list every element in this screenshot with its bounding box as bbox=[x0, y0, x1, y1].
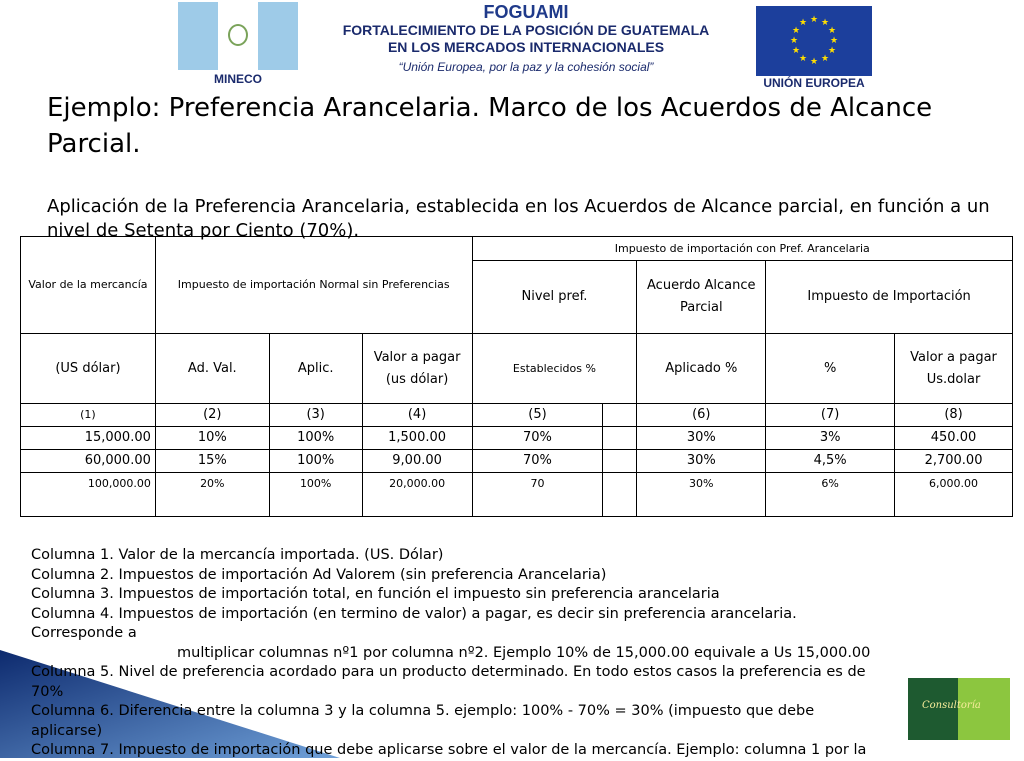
col-num-6: (6) bbox=[637, 404, 766, 427]
svg-text:★: ★ bbox=[827, 46, 837, 56]
program-line-1: FORTALECIMIENTO DE LA POSICIÓN DE GUATEMALA bbox=[342, 22, 710, 38]
mineco-label: MINECO bbox=[214, 72, 262, 86]
note-line: Columna 5. Nivel de preferencia acordado para un producto determinado. En todo estos casos la preferencia es de bbox=[31, 664, 866, 680]
table-row bbox=[21, 450, 1013, 473]
cell-adval: 20% bbox=[155, 473, 269, 517]
subheader-adval: Ad. Val. bbox=[155, 334, 269, 404]
note-line: aplicarse) bbox=[31, 722, 103, 739]
note-line: Columna 7. Impuesto de importación que debe aplicarse sobre el valor de la mercancía. Ejemplo: columna 1 por la bbox=[31, 742, 867, 758]
cell-valor: 15,000.00 bbox=[21, 427, 156, 450]
column-number-row bbox=[21, 404, 1013, 427]
svg-text:★: ★ bbox=[827, 26, 837, 36]
cell-valor-final: 2,700.00 bbox=[895, 450, 1013, 473]
note-line: 70% bbox=[31, 683, 64, 700]
subheader-aplic: Aplic. bbox=[269, 334, 362, 404]
tariff-table bbox=[20, 236, 1013, 517]
program-line-2: EN LOS MERCADOS INTERNACIONALES bbox=[387, 39, 665, 55]
cell-pct: 6% bbox=[766, 473, 895, 517]
cell-aplicado: 30% bbox=[637, 450, 766, 473]
header-pref-group: Impuesto de importación con Pref. Arancelaria bbox=[472, 237, 1012, 261]
table-row bbox=[21, 427, 1013, 450]
header-valor: Valor de la mercancía bbox=[21, 237, 156, 334]
svg-text:★: ★ bbox=[820, 18, 830, 28]
note-line: Columna 3. Impuestos de importación total, en función el impuesto sin preferencia arancelaria bbox=[31, 586, 720, 602]
subheader-establecidos: Establecidos % bbox=[472, 334, 637, 404]
cell-aplicado: 30% bbox=[637, 473, 766, 517]
eu-flag-logo bbox=[756, 6, 872, 76]
svg-text:★: ★ bbox=[820, 54, 830, 64]
program-name: FOGUAMI bbox=[483, 2, 569, 22]
empty-cell bbox=[603, 473, 637, 517]
svg-text:★: ★ bbox=[798, 18, 808, 28]
cell-pct: 3% bbox=[766, 427, 895, 450]
guatemala-flag-logo bbox=[178, 2, 298, 70]
col-num-5: (5) bbox=[472, 404, 603, 427]
slide-title: Ejemplo: Preferencia Arancelaria. Marco de los Acuerdos de Alcance Parcial. bbox=[47, 93, 933, 159]
note-line: Columna 2. Impuestos de importación Ad Valorem (sin preferencia Arancelaria) bbox=[31, 566, 607, 583]
column-notes bbox=[31, 546, 1006, 761]
note-line: Columna 1. Valor de la mercancía importada. (US. Dólar) bbox=[31, 547, 444, 563]
subheader-usd: (US dólar) bbox=[21, 334, 156, 404]
svg-text:★: ★ bbox=[789, 36, 799, 46]
svg-text:★: ★ bbox=[809, 15, 819, 25]
cell-valor-final: 6,000.00 bbox=[895, 473, 1013, 517]
col-num-7: (7) bbox=[766, 404, 895, 427]
cell-valor-pagar: 1,500.00 bbox=[362, 427, 472, 450]
note-line: Columna 6. Diferencia entre la columna 3 y la columna 5. ejemplo: 100% - 70% = 30% (impuesto que debe bbox=[31, 703, 815, 719]
cell-pct: 4,5% bbox=[766, 450, 895, 473]
header-nivel: Nivel pref. bbox=[472, 261, 637, 334]
subheader-aplicado: Aplicado % bbox=[637, 334, 766, 404]
cell-aplic: 100% bbox=[269, 473, 362, 517]
cell-establecido: 70% bbox=[472, 427, 603, 450]
header-normal: Impuesto de importación Normal sin Preferencias bbox=[155, 237, 472, 334]
note-line: multiplicar columnas nº1 por columna nº2. Ejemplo 10% de 15,000.00 equivale a Us 15,000.00 bbox=[177, 644, 871, 661]
cell-aplic: 100% bbox=[269, 450, 362, 473]
program-motto: “Unión Europea, por la paz y la cohesión social” bbox=[398, 60, 654, 74]
cell-adval: 15% bbox=[155, 450, 269, 473]
svg-text:★: ★ bbox=[791, 26, 801, 36]
subheader-pct: % bbox=[766, 334, 895, 404]
cell-adval: 10% bbox=[155, 427, 269, 450]
cell-valor-pagar: 9,00.00 bbox=[362, 450, 472, 473]
cell-valor-final: 450.00 bbox=[895, 427, 1013, 450]
subheader-valor-pagar-usd: Valor a pagar Us.dolar bbox=[895, 334, 1013, 404]
header-impuesto: Impuesto de Importación bbox=[766, 261, 1013, 334]
svg-text:★: ★ bbox=[798, 54, 808, 64]
table-row bbox=[21, 473, 1013, 517]
note-line: Columna 4. Impuestos de importación (en termino de valor) a pagar, es decir sin preferencia arancelaria. bbox=[31, 605, 797, 622]
note-line: Corresponde a bbox=[31, 625, 137, 641]
consultoria-logo-text: Consultoría bbox=[922, 700, 981, 711]
col-num-1: (1) bbox=[21, 404, 156, 427]
svg-text:★: ★ bbox=[829, 36, 839, 46]
empty-cell bbox=[603, 450, 637, 473]
slide-subtitle: Aplicación de la Preferencia Arancelaria, establecida en los Acuerdos de Alcance parcial, en función a un nivel de Setenta por Ciento (70%). bbox=[47, 196, 990, 241]
col-num-4: (4) bbox=[362, 404, 472, 427]
cell-aplicado: 30% bbox=[637, 427, 766, 450]
col-num-3: (3) bbox=[269, 404, 362, 427]
cell-valor-pagar: 20,000.00 bbox=[362, 473, 472, 517]
subheader-valor-pagar: Valor a pagar (us dólar) bbox=[362, 334, 472, 404]
svg-text:★: ★ bbox=[809, 57, 819, 67]
cell-valor: 100,000.00 bbox=[21, 473, 156, 517]
cell-valor: 60,000.00 bbox=[21, 450, 156, 473]
cell-establecido: 70% bbox=[472, 450, 603, 473]
cell-establecido: 70 bbox=[472, 473, 603, 517]
empty-cell bbox=[603, 404, 637, 427]
col-num-2: (2) bbox=[155, 404, 269, 427]
header-acuerdo: Acuerdo Alcance Parcial bbox=[637, 261, 766, 334]
cell-aplic: 100% bbox=[269, 427, 362, 450]
svg-text:★: ★ bbox=[791, 46, 801, 56]
empty-cell bbox=[603, 427, 637, 450]
col-num-8: (8) bbox=[895, 404, 1013, 427]
eu-label: UNIÓN EUROPEA bbox=[763, 76, 865, 90]
